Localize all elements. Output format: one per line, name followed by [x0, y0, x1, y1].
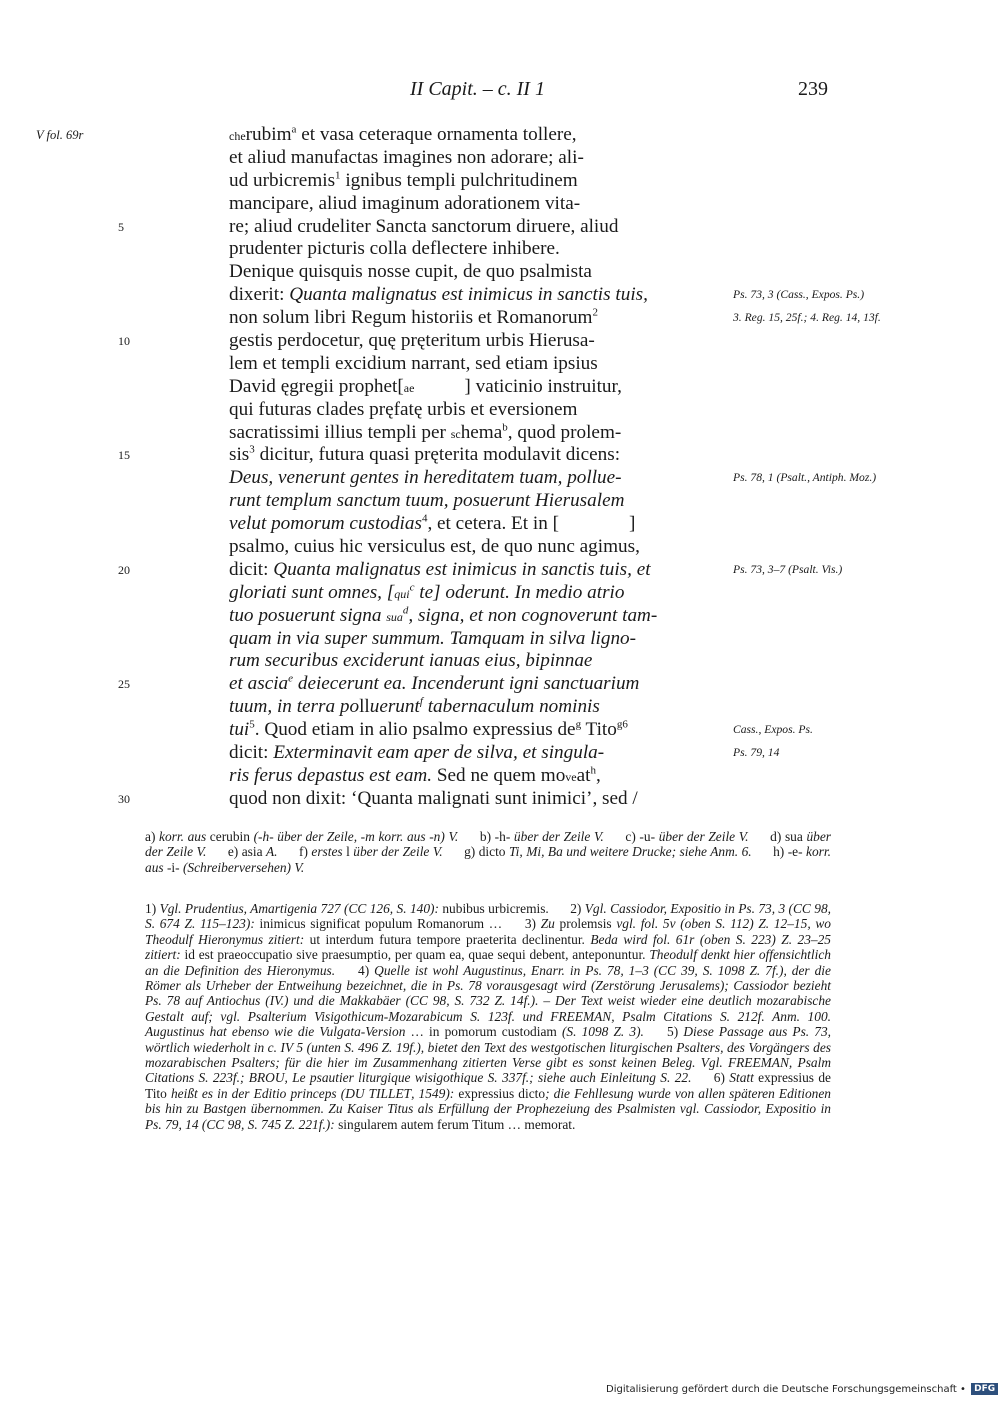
line-text: tuo posuerunt signa sua$^d$, signa, et non cognoverunt tam- [229, 604, 658, 626]
line-text: gestis perdocetur, quę pręteritum urbis Hierusa- [229, 330, 595, 352]
line-text: rum securibus exciderunt ianuas eius, bipinnae [229, 650, 593, 672]
text-line [0, 513, 1000, 536]
line-text: quam in via super summum. Tamquam in silva ligno- [229, 627, 637, 649]
apparatus-entry: d) sua über der Zeile V. [145, 829, 831, 860]
line-text: gloriati sunt omnes, [qui$^c$ te] oderunt. In medio atrio [229, 581, 625, 603]
text-line [0, 673, 1000, 696]
text-line [0, 559, 1000, 582]
line-text: dixerit: Quanta malignatus est inimicus in sanctis tuis, [229, 284, 648, 306]
line-number: 10 [118, 334, 130, 349]
line-text: velut pomorum custodias$^4$, et cetera. Et in [ ] [229, 512, 636, 535]
source-reference: Ps. 73, 3 (Cass., Expos. Ps.) [733, 288, 865, 302]
text-line [0, 536, 1000, 559]
line-text: mancipare, aliud imaginum adorationem vita- [229, 192, 581, 214]
apparatus-entry: a) korr. aus cerubin (-h- über der Zeile, -m korr. aus -n) V. [145, 829, 459, 844]
line-text: David ęgregii prophet[ae ] vaticinio instruitur, [229, 375, 622, 397]
line-text: dicit: Quanta malignatus est inimicus in sanctis tuis, et [229, 558, 651, 580]
apparatus-entry: b) -h- über der Zeile V. [479, 829, 604, 844]
line-text: sis$^3$ dicitur, futura quasi pręterita modulavit dicens: [229, 444, 621, 466]
line-text: non solum libri Regum historiis et Romanorum$^2$ [229, 306, 598, 329]
text-line [0, 788, 1000, 811]
text-line [0, 238, 1000, 261]
running-title: II Capit. – c. II 1 [410, 78, 545, 100]
source-reference: Ps. 78, 1 (Psalt., Antiph. Moz.) [733, 471, 877, 485]
text-line [0, 719, 1000, 742]
line-text: tui$^5$. Quod etiam in alio psalmo expressius $de^g$ Tito$^{g6}$ [229, 718, 628, 741]
text-line [0, 170, 1000, 193]
line-text: qui futuras clades pręfatę urbis et eversionem [229, 398, 578, 420]
line-text: psalmo, cuius hic versiculus est, de quo nunc agimus, [229, 536, 640, 558]
text-line [0, 650, 1000, 673]
text-line [0, 284, 1000, 307]
line-text: tuum, in terra polluerunt$^f$ tabernaculum nominis [229, 695, 600, 718]
line-text: dicit: Exterminavit eam aper de silva, et singula- [229, 742, 605, 764]
line-text: lem et templi excidium narrant, sed etiam ipsius [229, 352, 598, 374]
footnote: 3) Zu prolemsis vgl. fol. 5v (oben S. 112) Z. 12–15, wo Theodulf Hieronymus zitiert: ut interdum futura tempore praeterita declinentur. Beda wird fol. 61r (oben S. 223) Z. 23–25 zitiert: id est praeoccupatio sive praesumptio, per quam ea, quae sequi debent, anteponuntur. Theodulf denkt hier offensichtlich an die Definition des Hieronymus. [145, 916, 831, 978]
text-line [0, 444, 1000, 467]
footnote: 4) Quelle ist wohl Augustinus, Enarr. in Ps. 78, 1–3 (CC 39, S. 1098 Z. 7f.), der die Römer als Urheber der Entweihung bezeichnet, die in Ps. 78 vorausgesagt wird (Zerstörung Jerusalems); Cassiodor bezieht Ps. 78 auf Antiochus (IV.) und die Makkabäer (CC 98, S. 732 Z. 14f.). – Der Text weist wieder eine deutlich mozarabische Gestalt auf; vgl. Psalterium Visigothicum-Mozarabicum S. 123f. und FREEMAN, Psalm Citations S. 212f. Anm. 100. Augustinus hat ebenso wie die Vulgata-Version … in pomorum custodiam (S. 1098 Z. 3). [145, 962, 831, 1040]
text-line [0, 765, 1000, 788]
text-line [0, 330, 1000, 353]
line-text: re; aliud crudeliter Sancta sanctorum diruere, aliud [229, 215, 619, 237]
line-number: 30 [118, 791, 130, 806]
footnote: 2) Vgl. Cassiodor, Expositio in Ps. 73, 3 (CC 98, S. 674 Z. 115–123): inimicus significat populum Romanorum … [145, 901, 831, 932]
text-line [0, 307, 1000, 330]
text-line [0, 193, 1000, 216]
text-line [0, 696, 1000, 719]
source-reference: Cass., Expos. Ps. [733, 723, 813, 737]
line-number: 15 [118, 448, 130, 463]
main-text [0, 124, 1000, 811]
page-number: 239 [798, 78, 828, 100]
digitization-footer [606, 1383, 998, 1395]
line-text: sacratissimi illius templi per schema$^b$, quod prolem- [229, 421, 622, 443]
text-line [0, 353, 1000, 376]
dfg-logo: DFG [971, 1383, 998, 1395]
text-line [0, 582, 1000, 605]
text-line [0, 124, 1000, 147]
text-line [0, 376, 1000, 399]
text-line [0, 605, 1000, 628]
line-number: 25 [118, 677, 130, 692]
apparatus-entry: c) -u- über der Zeile V. [625, 829, 749, 844]
text-line [0, 399, 1000, 422]
folio-marker: V fol. 69r [36, 128, 84, 142]
line-number: 5 [118, 219, 124, 234]
line-text: Denique quisquis nosse cupit, de quo psalmista [229, 261, 592, 283]
line-text: et ascia$^e$ deiecerunt ea. Incenderunt igni sanctuarium [229, 672, 640, 695]
source-reference: Ps. 73, 3–7 (Psalt. Vis.) [733, 562, 843, 576]
text-line [0, 628, 1000, 651]
line-text: prudenter picturis colla deflectere inhibere. [229, 238, 560, 260]
text-line [0, 422, 1000, 445]
line-text: Deus, venerunt gentes in hereditatem tuam, pollue- [229, 467, 622, 489]
text-line [0, 490, 1000, 513]
line-number: 20 [118, 562, 130, 577]
footnote: 6) Statt expressius de Tito heißt es in der Editio princeps (DU TILLET, 1549): expressius dicto; die Fehllesung wurde von allen späteren Editionen bis hin zu Bastgen übernommen. Zu Kaiser Titus als Erfüllung der Prophezeiung des Psalmisten vgl. Cassiodor, Expositio in Ps. 79, 14 (CC 98, S. 745 Z. 221f.): singularem autem ferum Titum … memorat. [145, 1070, 831, 1132]
text-line [0, 147, 1000, 170]
text-line [0, 467, 1000, 490]
source-reference: Ps. 79, 14 [733, 746, 780, 760]
text-line [0, 216, 1000, 239]
line-text: cherubim$^a$ et vasa ceteraque ornamenta tollere, [229, 123, 577, 145]
line-text: ud urbicremis$^1$ ignibus templi pulchritudinem [229, 169, 578, 191]
apparatus-entry: e) asia A. [227, 844, 278, 860]
text-line [0, 261, 1000, 284]
line-text: runt templum sanctum tuum, posuerunt Hierusalem [229, 490, 625, 512]
footnote: 5) Diese Passage aus Ps. 73, wörtlich wiederholt in c. IV 5 (unten S. 496 Z. 19f.), bietet den Text des westgotischen liturgischen Psalters, des Vorgängers des mozarabischen Psalters; für die hier im Zusammenhang zitierten Verse gibt es sonst keinen Beleg. Vgl. FREEMAN, Psalm Citations S. 223f.; BROU, Le psautier liturgique wisigothique S. 337f.; siehe auch Einleitung S. 22. [145, 1024, 831, 1086]
source-reference: 3. Reg. 15, 25f.; 4. Reg. 14, 13f. [733, 311, 881, 325]
apparatus-entry: h) -e- korr. aus -i- (Schreiberversehen) V. [145, 844, 831, 875]
text-line [0, 742, 1000, 765]
critical-apparatus [145, 829, 831, 875]
apparatus-entry: f) erstes l über der Zeile V. [298, 844, 443, 860]
line-text: ris ferus depastus est eam. Sed ne quem moveat$^h$, [229, 764, 601, 786]
line-text: et aliud manufactas imagines non adorare; ali- [229, 146, 584, 168]
footnote: 1) Vgl. Prudentius, Amartigenia 727 (CC 126, S. 140): nubibus urbicremis. [145, 901, 549, 916]
apparatus-entry: g) dicto Ti, Mi, Ba und weitere Drucke; siehe Anm. 6. [464, 844, 752, 860]
footer-text: Digitalisierung gefördert durch die Deutsche Forschungsgemeinschaft • [606, 1384, 966, 1395]
line-text: quod non dixit: ‘Quanta malignati sunt inimici’, sed / [229, 787, 638, 809]
commentary-notes [145, 901, 831, 1132]
